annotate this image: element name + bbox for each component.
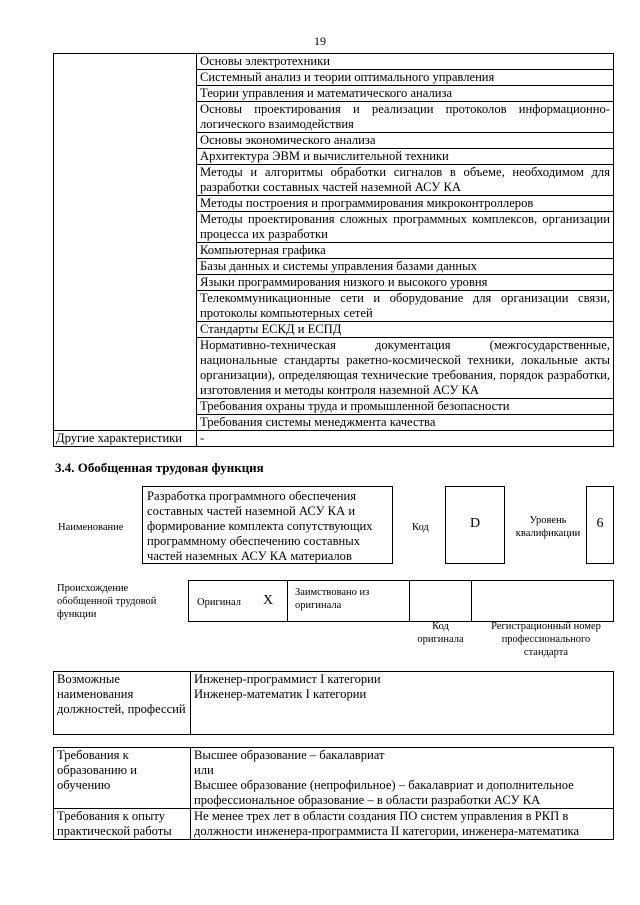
knowledge-label-cell: [54, 54, 197, 431]
knowledge-item: Архитектура ЭВМ и вычислительной техники: [197, 149, 614, 165]
section-title: 3.4. Обобщенная трудовая функция: [55, 460, 264, 475]
knowledge-item: Основы проектирования и реализации протоколов информационно-логического взаимодействия: [197, 102, 614, 133]
knowledge-item: Телекоммуникационные сети и оборудование для организации связи, протоколы компьютерных сетей: [197, 291, 614, 322]
origin-row: [188, 580, 614, 622]
knowledge-item: Методы построения и программирования микроконтроллеров: [197, 196, 614, 212]
origin-divider: [409, 581, 410, 621]
qualification-level-value: 6: [596, 516, 604, 531]
education-item: Высшее образование – бакалавриат: [194, 748, 385, 762]
education-item: Высшее образование (непрофильное) – бакалавриат и дополнительное профессиональное образование – в области разработки АСУ КА: [194, 778, 574, 807]
origin-divider: [471, 581, 472, 621]
education-item: или: [194, 763, 214, 777]
knowledge-item: Основы электротехники: [197, 54, 614, 70]
knowledge-item: Теории управления и математического анализа: [197, 86, 614, 102]
knowledge-item: Требования охраны труда и промышленной безопасности: [197, 399, 614, 415]
borrowed-label: Заимствовано из оригинала: [295, 587, 370, 611]
positions-table: [53, 671, 614, 735]
original-mark: X: [263, 593, 274, 608]
qualification-level-label: Уровень квалификации: [515, 515, 581, 539]
positions-label: Возможные наименования должностей, профессий: [54, 672, 191, 735]
other-characteristics-value: -: [197, 431, 614, 447]
requirements-table: [53, 747, 614, 840]
name-label: Наименование: [58, 522, 124, 533]
code-box: [445, 486, 505, 564]
position-item: Инженер-математик I категории: [194, 687, 367, 701]
knowledge-item: Системный анализ и теории оптимального управления: [197, 70, 614, 86]
knowledge-item: Основы экономического анализа: [197, 133, 614, 149]
registration-number-label: Регистрационный номер профессионального стандарта: [491, 621, 601, 658]
experience-value: Не менее трех лет в области создания ПО систем управления в РКП в должности инженера-программиста II категории, инженера-математика: [191, 809, 614, 840]
code-label: Код: [412, 522, 429, 533]
original-label: Оригинал: [197, 597, 241, 608]
position-item: Инженер-программист I категории: [194, 672, 381, 686]
education-label: Требования к образованию и обучению: [54, 748, 191, 809]
knowledge-item: Компьютерная графика: [197, 243, 614, 259]
qualification-level-box: [586, 486, 614, 564]
code-original-label: Код оригинала: [417, 621, 464, 645]
page-number: 19: [314, 34, 326, 48]
knowledge-item: Нормативно-техническая документация (межгосударственные, национальные стандарты ракетно-космической техники, локальные акты организации), определяющая технические требования, порядок разработки, изготовления и методы контроля наземной АСУ КА: [197, 338, 614, 399]
origin-label: Происхождение обобщенной трудовой функции: [57, 583, 157, 620]
positions-values: [191, 672, 614, 735]
education-values: [191, 748, 614, 809]
knowledge-item: Методы проектирования сложных программных комплексов, организации процесса их разработки: [197, 212, 614, 243]
knowledge-item: Языки программирования низкого и высокого уровня: [197, 275, 614, 291]
knowledge-table: [53, 53, 614, 447]
code-value: D: [469, 516, 481, 531]
function-name-box: Разработка программного обеспечения составных частей наземной АСУ КА и формирование комплекта сопутствующих программному обеспечению составных частей наземных АСУ КА материалов: [142, 486, 393, 564]
knowledge-item: Требования системы менеджмента качества: [197, 415, 614, 431]
other-characteristics-label: Другие характеристики: [54, 431, 197, 447]
experience-label: Требования к опыту практической работы: [54, 809, 191, 840]
knowledge-item: Методы и алгоритмы обработки сигналов в объеме, необходимом для разработки составных частей наземной АСУ КА: [197, 165, 614, 196]
knowledge-item: Базы данных и системы управления базами данных: [197, 259, 614, 275]
knowledge-item: Стандарты ЕСКД и ЕСПД: [197, 322, 614, 338]
origin-divider: [287, 581, 288, 621]
